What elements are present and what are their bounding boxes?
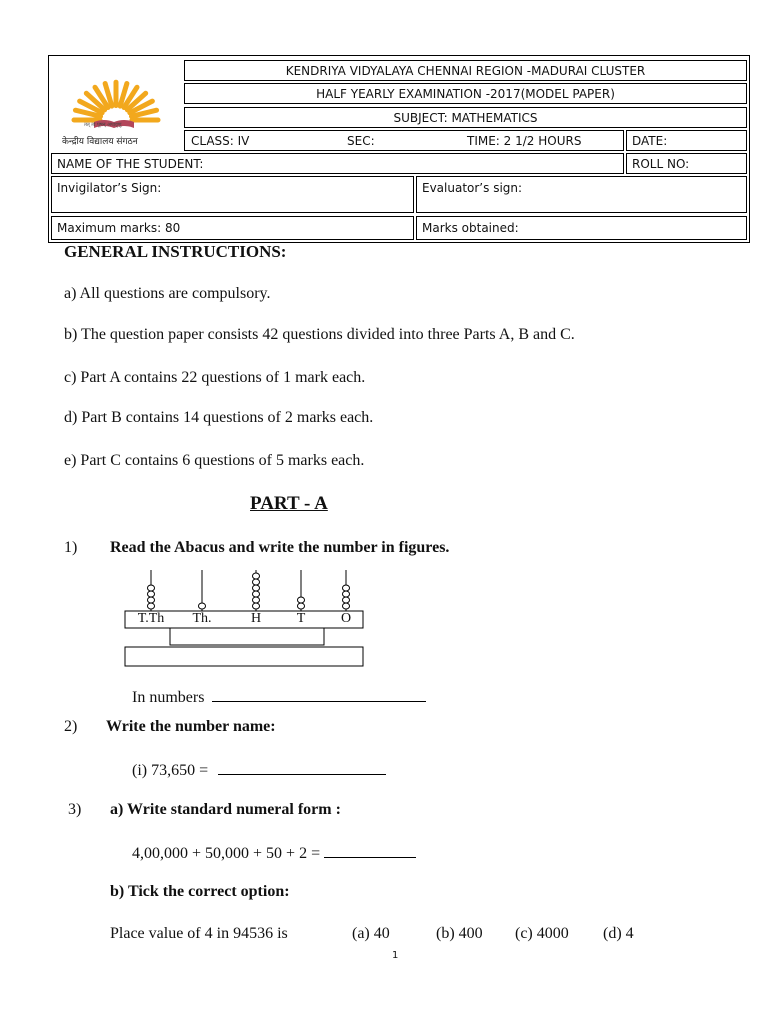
q3-option-a[interactable]: (a) 40 [352, 925, 390, 942]
time-label: TIME: 2 1/2 HOURS [467, 133, 582, 148]
instructions-title: GENERAL INSTRUCTIONS: [64, 242, 287, 261]
q2-answer-blank[interactable] [218, 760, 386, 775]
abacus-bead [253, 585, 260, 591]
abacus-bead [253, 603, 260, 609]
q3-answer-blank[interactable] [324, 843, 416, 858]
instruction-e: e) Part C contains 6 questions of 5 marks each. [64, 452, 365, 469]
student-name-field[interactable]: NAME OF THE STUDENT: [51, 153, 624, 174]
sec-label: SEC: [347, 133, 375, 148]
q3-option-c[interactable]: (c) 4000 [515, 925, 569, 942]
roll-no-field[interactable]: ROLL NO: [626, 153, 747, 174]
q2-number: 2) [64, 718, 78, 735]
abacus-bead [298, 597, 305, 603]
page-number: 1 [392, 950, 399, 961]
q1-answer-blank[interactable] [212, 687, 426, 702]
q2-part-i-text: (i) 73,650 = [132, 762, 209, 779]
abacus-bead [343, 603, 350, 609]
abacus-label: T [296, 611, 306, 626]
instruction-c: c) Part A contains 22 questions of 1 mark each. [64, 369, 366, 386]
subject: SUBJECT: MATHEMATICS [184, 107, 747, 128]
abacus-label: Th. [192, 611, 212, 626]
invigilator-sign-field[interactable]: Invigilator’s Sign: [51, 176, 414, 213]
q1-answer-line [132, 687, 426, 707]
q3-text-b: b) Tick the correct option: [110, 883, 290, 900]
q3-number: 3) [68, 801, 82, 818]
q1-text: Read the Abacus and write the number in figures. [110, 539, 450, 556]
date-field[interactable]: DATE: [626, 130, 747, 151]
q1-answer-label: In numbers [132, 689, 205, 706]
abacus-bead [253, 579, 260, 585]
abacus-bead [253, 573, 260, 579]
instruction-a: a) All questions are compulsory. [64, 285, 271, 302]
logo-caption-bottom: केन्द्रीय विद्यालय संगठन [62, 137, 138, 147]
abacus-bead [148, 597, 155, 603]
abacus-bead [298, 603, 305, 609]
abacus-bead [148, 591, 155, 597]
q1-number: 1) [64, 539, 78, 556]
abacus [124, 568, 366, 670]
abacus-label: O [340, 611, 352, 626]
q3-question: Place value of 4 in 94536 is [110, 925, 288, 942]
abacus-bead [253, 597, 260, 603]
logo-caption-top: तत् त्वं पूषन् अपावृणु [84, 122, 122, 128]
q3-option-b[interactable]: (b) 400 [436, 925, 483, 942]
q3-option-d[interactable]: (d) 4 [603, 925, 634, 942]
part-title: PART - A [250, 493, 328, 514]
exam-title: HALF YEARLY EXAMINATION -2017(MODEL PAPER) [184, 83, 747, 104]
evaluator-sign-field[interactable]: Evaluator’s sign: [416, 176, 747, 213]
abacus-bead [148, 603, 155, 609]
abacus-bead [253, 591, 260, 597]
kvs-logo [54, 60, 178, 152]
q2-text: Write the number name: [106, 718, 276, 735]
q3-text-a: a) Write standard numeral form : [110, 801, 341, 818]
q2-part-i [132, 760, 386, 780]
abacus-bead [343, 597, 350, 603]
instruction-d: d) Part B contains 14 questions of 2 marks each. [64, 409, 374, 426]
q3-expression-line [132, 843, 416, 863]
abacus-label: T.Th [137, 611, 165, 626]
abacus-bead [343, 591, 350, 597]
marks-obtained-field[interactable]: Marks obtained: [416, 216, 747, 240]
abacus-label: H [250, 611, 262, 626]
class-label: CLASS: IV [191, 133, 250, 148]
q3-expression: 4,00,000 + 50,000 + 50 + 2 = [132, 845, 321, 862]
class-sec-time [184, 130, 624, 151]
abacus-bead [199, 603, 206, 609]
instruction-b: b) The question paper consists 42 questions divided into three Parts A, B and C. [64, 326, 575, 343]
abacus-bead [343, 585, 350, 591]
abacus-bead [148, 585, 155, 591]
school-name: KENDRIYA VIDYALAYA CHENNAI REGION -MADURAI CLUSTER [184, 60, 747, 81]
max-marks: Maximum marks: 80 [51, 216, 414, 240]
